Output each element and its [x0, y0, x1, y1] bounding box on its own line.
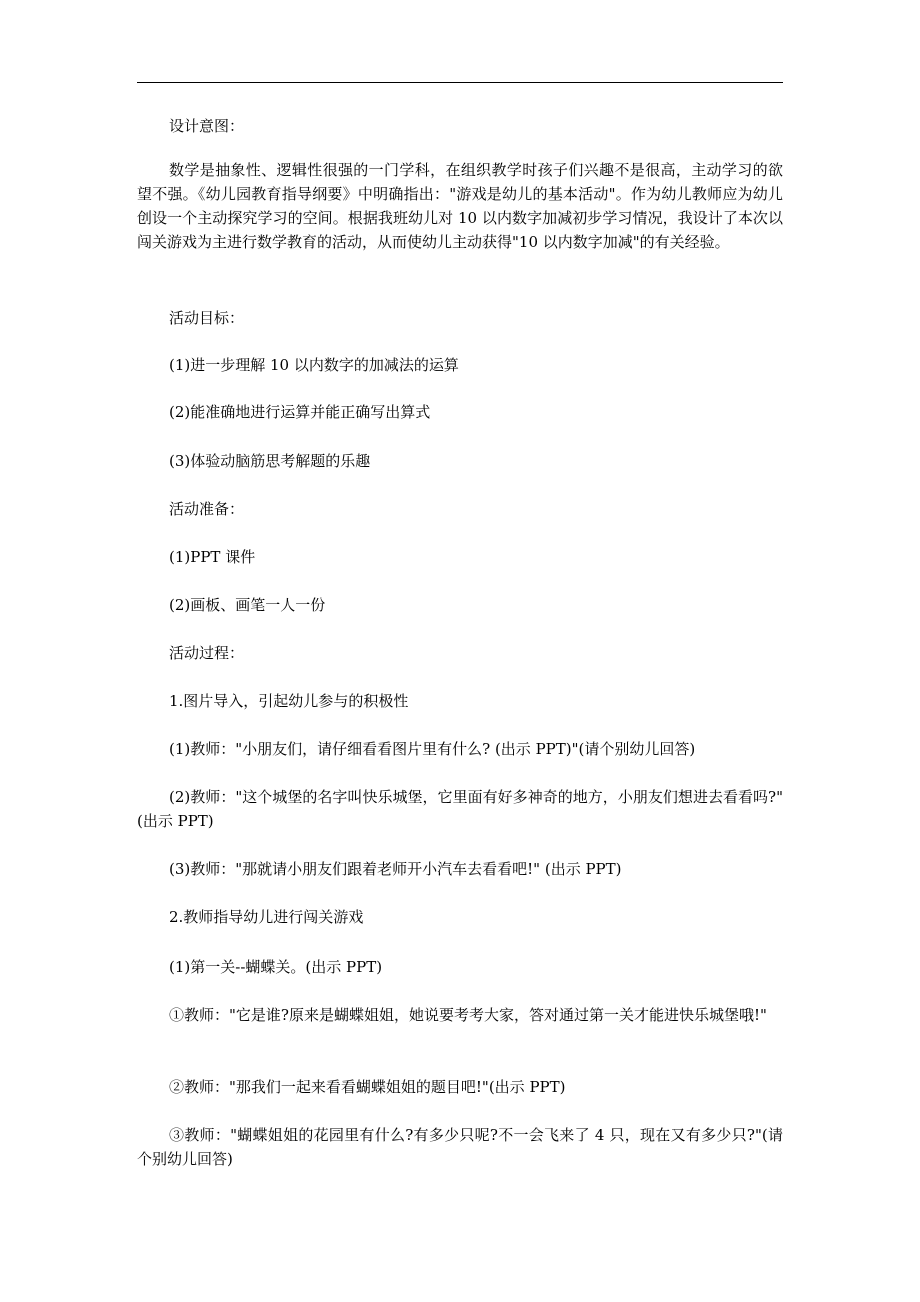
section-heading-design-intent: 设计意图：: [169, 117, 245, 135]
process-step-2-sub-3: ③教师："蝴蝶姐姐的花园里有什么?有多少只呢?不一会飞来了 4 只，现在又有多少只?"(请个别幼儿回答): [137, 1126, 783, 1168]
process-step-1-heading: 1.图片导入，引起幼儿参与的积极性: [169, 692, 409, 710]
section-heading-activity-process: 活动过程：: [169, 644, 245, 662]
process-step-1-item-2: (2)教师："这个城堡的名字叫快乐城堡，它里面有好多神奇的地方，小朋友们想进去看看吗?"(出示 PPT): [137, 788, 783, 830]
process-step-2-heading: 2.教师指导幼儿进行闯关游戏: [169, 908, 364, 926]
process-step-1-item-3: (3)教师："那就请小朋友们跟着老师开小汽车去看看吧!" (出示 PPT): [169, 860, 622, 878]
process-step-2-item-1: (1)第一关--蝴蝶关。(出示 PPT): [169, 958, 383, 976]
process-step-2-sub-2: ②教师："那我们一起来看看蝴蝶姐姐的题目吧!"(出示 PPT): [169, 1078, 566, 1096]
process-step-1-item-1: (1)教师："小朋友们，请仔细看看图片里有什么? (出示 PPT)"(请个别幼儿回答): [169, 740, 696, 758]
process-step-2-sub-1: ①教师："它是谁?原来是蝴蝶姐姐，她说要考考大家，答对通过第一关才能进快乐城堡哦!": [169, 1006, 767, 1024]
preparation-item-2: (2)画板、画笔一人一份: [169, 596, 326, 614]
paragraph-design-intent-body: 数学是抽象性、逻辑性很强的一门学科，在组织教学时孩子们兴趣不是很高，主动学习的欲望不强。《幼儿园教育指导纲要》中明确指出："游戏是幼儿的基本活动"。作为幼儿教师应为幼儿创设一个主动探究学习的空间。根据我班幼儿对 10 以内数字加减初步学习情况，我设计了本次以闯关游戏为主进行数学教育的活动，从而使幼儿主动获得"10 以内数字加减"的有关经验。: [137, 161, 783, 251]
goal-item-2: (2)能准确地进行运算并能正确写出算式: [169, 403, 431, 421]
goal-item-3: (3)体验动脑筋思考解题的乐趣: [169, 452, 371, 470]
section-heading-activity-goals: 活动目标：: [169, 309, 245, 327]
preparation-item-1: (1)PPT 课件: [169, 548, 256, 566]
goal-item-1: (1)进一步理解 10 以内数字的加减法的运算: [169, 356, 459, 374]
header-rule: [137, 82, 783, 83]
section-heading-activity-preparation: 活动准备：: [169, 500, 245, 518]
